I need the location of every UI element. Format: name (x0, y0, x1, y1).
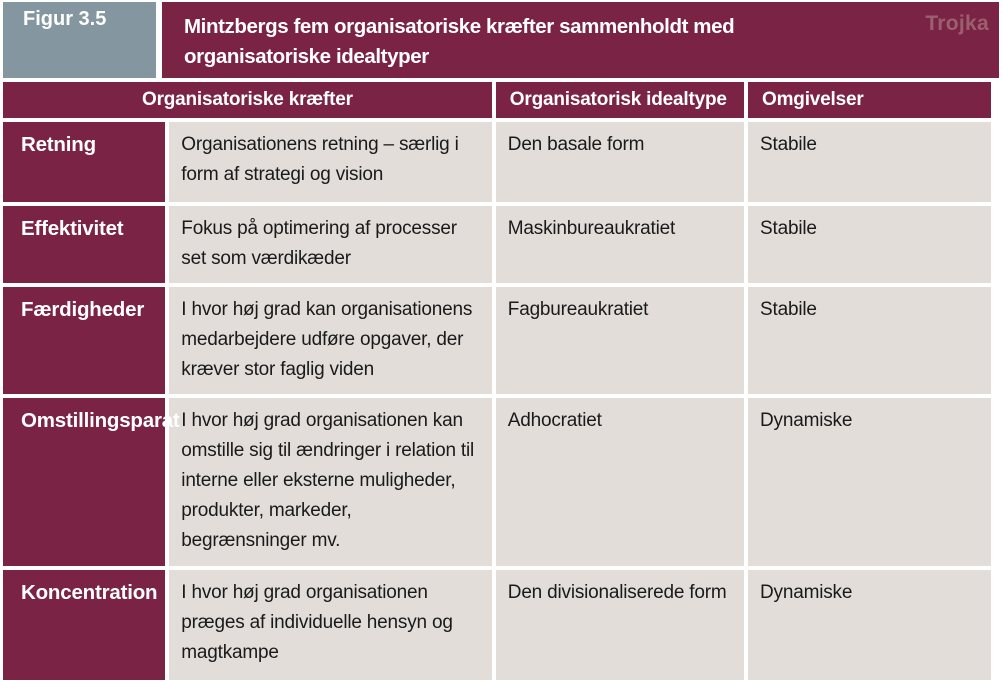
row-idealtype: Adhocratiet (496, 398, 744, 566)
row-idealtype: Fagbureaukratiet (496, 287, 744, 394)
row-idealtype: Den basale form (496, 122, 744, 202)
table-row (3, 206, 991, 283)
row-force: Effektivitet (3, 206, 165, 283)
row-force: Omstillingsparat (3, 398, 165, 566)
figure-title: Mintzbergs fem organisatoriske kræfter sammenholdt med organisatoriske idealtyper (184, 15, 735, 68)
row-force: Færdigheder (3, 287, 165, 394)
row-environment: Dynamiske (748, 570, 991, 680)
row-description: I hvor høj grad organisationen præges af individuelle hensyn og magtkampe (169, 570, 492, 680)
row-force: Koncentration (3, 570, 165, 680)
figure-label: Figur 3.5 (3, 2, 156, 78)
row-environment: Stabile (748, 206, 991, 283)
row-environment: Stabile (748, 122, 991, 202)
table-row (3, 570, 991, 680)
row-environment: Dynamiske (748, 398, 991, 566)
row-description: I hvor høj grad organisationen kan omstille sig til ændringer i relation til interne eller eksterne muligheder, produkter, markeder, begrænsninger mv. (169, 398, 492, 566)
row-force: Retning (3, 122, 165, 202)
publisher-mark: Trojka (925, 12, 989, 35)
row-description: Fokus på optimering af processer set som værdikæder (169, 206, 492, 283)
row-idealtype: Den divisionaliserede form (496, 570, 744, 680)
row-environment: Stabile (748, 287, 991, 394)
table-header-row (3, 82, 991, 118)
row-description: Organisationens retning – særlig i form af strategi og vision (169, 122, 492, 202)
table-row (3, 398, 991, 566)
table-row (3, 287, 991, 394)
table-row (3, 122, 991, 202)
row-description: I hvor høj grad kan organisationens medarbejdere udføre opgaver, der kræver stor faglig viden (169, 287, 492, 394)
forces-table (0, 78, 995, 684)
header-forces: Organisatoriske kræfter (3, 82, 492, 118)
header-environment: Omgivelser (748, 82, 991, 118)
header-idealtype: Organisatorisk idealtype (496, 82, 744, 118)
figure-header (162, 2, 999, 78)
row-idealtype: Maskinbureaukratiet (496, 206, 744, 283)
